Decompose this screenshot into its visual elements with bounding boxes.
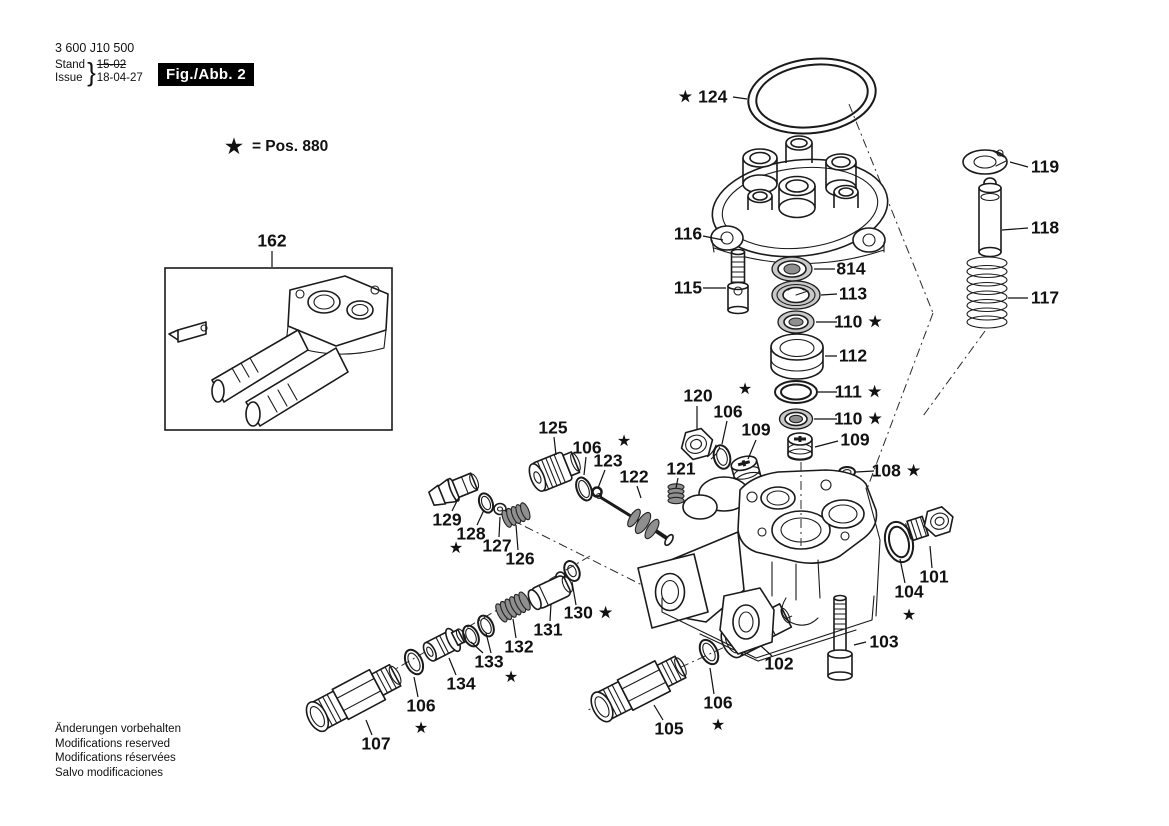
part-117-spring: [967, 257, 1007, 328]
footer-line-es: Salvo modificaciones: [55, 766, 164, 779]
part-number: 131: [533, 619, 563, 640]
part-number: 120: [683, 385, 713, 406]
part-label-112: [839, 346, 867, 367]
part-number: 814: [836, 258, 866, 279]
part-label-109-left: [741, 420, 770, 441]
part-number: 105: [654, 718, 684, 739]
part-128-oring: [476, 491, 496, 514]
part-label-106-d: [703, 693, 732, 714]
part-134-piston: [420, 623, 470, 665]
pos880-legend: [225, 137, 328, 157]
pos880-star-icon: ★: [906, 462, 921, 480]
part-107-nipple: [301, 658, 406, 735]
part-110-seal-lower: [780, 409, 813, 429]
part-label-111: [835, 382, 882, 403]
pos880-star-icon: ★: [448, 540, 464, 557]
part-label-113: [839, 284, 867, 305]
part-label-133: [474, 652, 503, 673]
figure-label: Fig./Abb. 2: [158, 63, 254, 86]
pos880-star-icon: ★: [867, 383, 882, 401]
pos880-star-icon: ★: [737, 381, 753, 398]
pos880-star-icon: ★: [868, 313, 882, 331]
part-number: 117: [1030, 287, 1060, 308]
part-label-120: [683, 386, 712, 407]
part-label-131: [533, 620, 562, 641]
pos880-star-icon: ★: [503, 669, 519, 686]
part-113-seal: [772, 281, 820, 309]
part-number: 119: [1030, 156, 1060, 177]
part-label-132: [504, 637, 533, 658]
part-number: 108: [871, 460, 901, 481]
part-label-121: [666, 459, 695, 480]
part-119-clip: [963, 150, 1007, 174]
part-106-oring-c: [401, 647, 426, 677]
part-number: 106: [713, 401, 743, 422]
part-number: 106: [572, 437, 602, 458]
pos880-star-icon: ★: [598, 604, 613, 622]
footer-line-en: Modifications reserved: [55, 737, 171, 750]
issue-value: 18-04-27: [96, 72, 143, 84]
part-number: 129: [432, 509, 462, 530]
part-110-seal-upper: [778, 311, 814, 333]
part-number: 128: [456, 523, 486, 544]
part-number: 110: [834, 408, 863, 429]
footer-line-fr: Modifications réservées: [55, 752, 176, 764]
part-number: 107: [361, 733, 391, 754]
part-number: 130: [563, 602, 593, 623]
part-number: 123: [593, 450, 623, 471]
part-115-bolt: [728, 250, 748, 314]
part-label-126: [505, 549, 534, 570]
pos880-star-icon: ★: [225, 136, 243, 158]
footer-line-de: Änderungen vorbehalten: [55, 723, 181, 735]
part-label-130: [564, 603, 613, 624]
part-number: 162: [257, 230, 287, 251]
stand-value: 15-02: [96, 59, 127, 71]
part-label-109-stack: [840, 430, 869, 451]
part-number: 104: [894, 581, 924, 602]
part-label-814: [836, 259, 865, 280]
part-label-101: [919, 567, 948, 588]
part-label-125: [538, 418, 567, 439]
part-number: 118: [1030, 217, 1060, 238]
part-number: 132: [504, 636, 534, 657]
part-number: 110: [834, 311, 863, 332]
part-number: 133: [474, 651, 504, 672]
part-number: 103: [869, 631, 899, 652]
revision-block: [55, 59, 143, 85]
part-number: 109: [840, 429, 870, 450]
part-label-103: [869, 632, 898, 653]
part-label-106-b: [572, 438, 601, 459]
part-number: 134: [446, 673, 476, 694]
part-number: 116: [673, 223, 703, 244]
part-number: 109: [741, 419, 771, 440]
part-132-spring: [493, 590, 532, 623]
part-124-oring: [744, 51, 880, 140]
part-118-piston-pin: [979, 178, 1001, 257]
part-106-oring-b: [573, 475, 595, 502]
part-label-110-lower: [834, 409, 882, 430]
pos880-legend-text: = Pos. 880: [251, 138, 329, 155]
pos880-star-icon: ★: [868, 410, 882, 428]
part-101-plug: [904, 505, 957, 544]
part-number: 101: [919, 566, 949, 587]
part-label-108: [872, 461, 921, 482]
part-number: 106: [703, 692, 733, 713]
pos880-star-icon: ★: [616, 433, 632, 450]
part-number: 122: [619, 466, 649, 487]
type-number: 3 600 J10 500: [55, 41, 135, 55]
part-number: 127: [482, 535, 512, 556]
part-label-134: [446, 674, 475, 695]
part-label-124: [679, 87, 728, 108]
issue-label: Issue: [55, 72, 83, 84]
part-label-102: [764, 654, 793, 675]
part-number: 124: [698, 86, 728, 107]
part-116-pump-head: [707, 136, 892, 265]
part-129-hose-fitting: [427, 469, 482, 510]
part-number: 102: [764, 653, 794, 674]
part-number: 111: [834, 381, 862, 402]
assembly-162: [165, 268, 392, 430]
part-number: 112: [838, 345, 868, 366]
part-label-117: [1031, 288, 1059, 309]
part-number: 115: [673, 277, 703, 298]
footer-disclaimer: [55, 722, 181, 780]
part-label-107: [361, 734, 390, 755]
part-122-valve-rod: [597, 494, 675, 547]
part-label-162: [257, 231, 286, 252]
part-109-valve-stack: [788, 433, 812, 460]
pos880-star-icon: ★: [678, 88, 693, 106]
part-label-106-c: [406, 696, 435, 717]
part-number: 113: [838, 283, 868, 304]
part-label-118: [1031, 218, 1059, 239]
part-label-106-a: [713, 402, 742, 423]
pos880-star-icon: ★: [901, 607, 917, 624]
part-111-oring: [775, 381, 817, 403]
part-133-orings: [460, 613, 497, 649]
part-label-110-upper: [834, 312, 882, 333]
part-105-nipple: [586, 650, 691, 726]
part-label-116: [674, 224, 702, 245]
part-number: 126: [505, 548, 535, 569]
part-label-122: [619, 467, 648, 488]
part-number: 106: [406, 695, 436, 716]
part-number: 125: [538, 417, 568, 438]
part-814-seal: [772, 257, 812, 281]
stand-label: Stand: [55, 59, 86, 71]
pos880-star-icon: ★: [710, 717, 726, 734]
part-112-cup: [771, 334, 823, 379]
revision-brace: }: [87, 57, 96, 87]
part-label-119: [1031, 157, 1059, 178]
part-label-105: [654, 719, 683, 740]
part-label-115: [674, 278, 702, 299]
part-number: 121: [666, 458, 696, 479]
part-106-oring-d: [696, 637, 722, 667]
part-106-oring-a: [711, 443, 733, 470]
pos880-star-icon: ★: [413, 720, 429, 737]
